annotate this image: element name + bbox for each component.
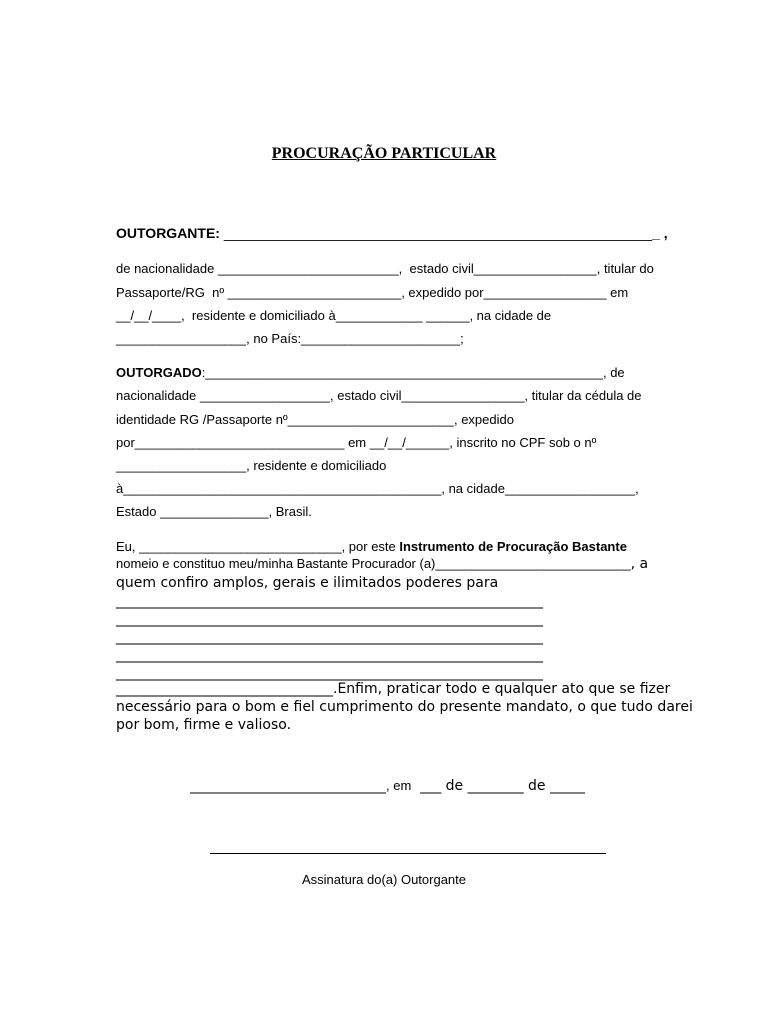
outorgado-line-7: Estado _______________, Brasil. [116,504,312,519]
body-line-11: por bom, firme e valioso. [116,717,292,733]
outorgado-line-6: à____________________________________________, na cidade__________________, [116,481,639,496]
signature-line [210,853,606,854]
powers-blank-line: _____________________________________________________________ [116,665,543,681]
outorgado-line-4: por_____________________________ em __/__/______, inscrito no CPF sob o nº [116,435,597,450]
body-line-9 [116,680,670,698]
body-line-2-text: nomeio e constituo meu/minha Bastante Procurador (a)___________________________ [116,556,631,571]
body-line-1 [116,539,627,555]
body-line-10: necessário para o bom e fiel cumprimento do presente mandato, o que tudo darei [116,699,693,715]
document-title: PROCURAÇÃO PARTICULAR [271,145,497,162]
date-line [190,777,585,795]
outorgante-label: OUTORGANTE: [116,225,220,241]
outorgante-line-5: __________________, no País:______________________; [116,331,464,346]
outorgante-line-1-end: _ , [652,225,668,241]
outorgado-label: OUTORGADO [116,365,202,380]
body-line-3: quem confiro amplos, gerais e ilimitados poderes para [116,575,499,591]
body-line-9-text: .Enfim, praticar todo e qualquer ato que se fizer [333,681,671,697]
outorgado-line-2: nacionalidade __________________, estado civil_________________, titular da cédula de [116,388,642,403]
body-line-1-start: Eu, ____________________________, por este [116,539,400,554]
outorgado-name-blank: :_______________________________________________________, de [201,365,625,380]
instrument-name: Instrumento de Procuração Bastante [399,539,627,554]
body-line-2 [116,556,648,572]
outorgante-line-4: __/__/____, residente e domiciliado à____________ ______, na cidade de [116,308,552,323]
outorgante-name-blank: _______________________________________________________ [219,225,653,241]
outorgante-line-1 [116,225,668,241]
outorgante-line-3: Passaporte/RG nº ________________________, expedido por_________________ em [116,285,629,300]
outorgado-line-3: identidade RG /Passaporte nº_______________________, expedido [116,412,514,427]
powers-blank-line: _____________________________________________________________ [116,629,543,645]
outorgante-line-2: de nacionalidade _________________________, estado civil_________________, titular do [116,261,654,276]
outorgado-line-5: __________________, residente e domiciliado [116,458,387,473]
powers-blank-line: _____________________________________________________________ [116,611,543,627]
date-place-blank: ____________________________ [190,778,386,794]
body-line-2-end: , a [630,556,649,572]
powers-blank-line: _____________________________________________________________ [116,647,543,663]
date-em: , em [386,778,412,793]
signature-label: Assinatura do(a) Outorgante [301,872,467,887]
powers-blank-line: _____________________________________________________________ [116,593,543,609]
date-day-month-year: ___ de ________ de _____ [411,778,585,794]
outorgado-line-1 [116,365,625,381]
body-line-9-blank: _______________________________ [116,681,333,697]
